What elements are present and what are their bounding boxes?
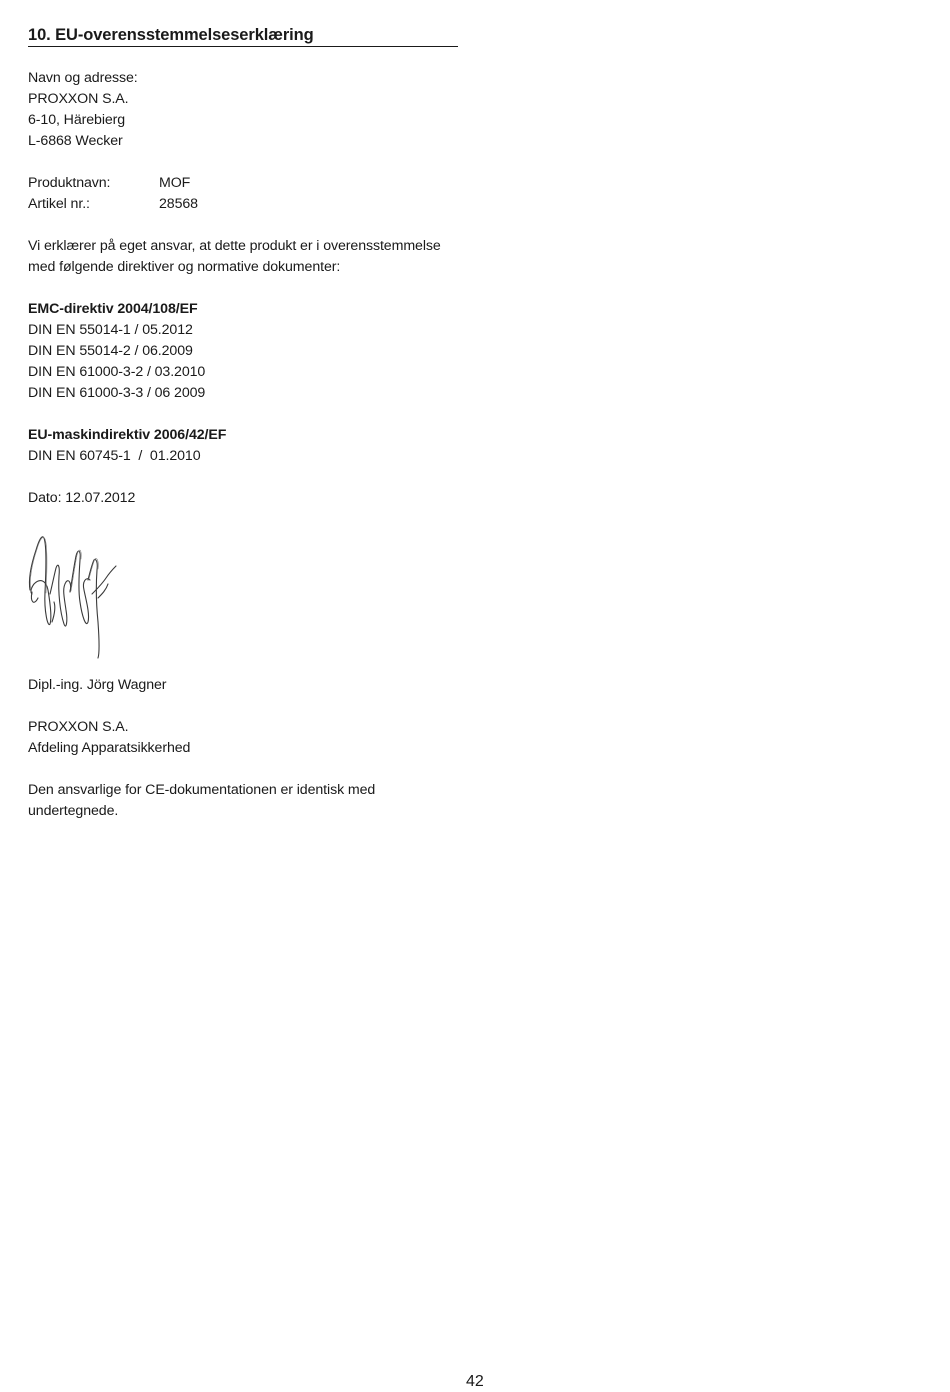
- declaration-line-1: Vi erklærer på eget ansvar, at dette produkt er i overensstemmelse: [28, 238, 441, 254]
- article-number-value: 28568: [159, 196, 198, 212]
- responsible-line-2: undertegnede.: [28, 803, 119, 819]
- section-heading: 10. EU-overensstemmelseserklæring: [28, 24, 458, 47]
- page-number: 42: [466, 1373, 484, 1390]
- signatory-name: Dipl.-ing. Jörg Wagner: [28, 677, 167, 693]
- product-name-label: Produktnavn:: [28, 175, 111, 191]
- department-company: PROXXON S.A.: [28, 719, 129, 735]
- address-city: L-6868 Wecker: [28, 133, 123, 149]
- product-name-value: MOF: [159, 175, 191, 191]
- emc-directive-title: EMC-direktiv 2004/108/EF: [28, 301, 198, 317]
- address-label: Navn og adresse:: [28, 70, 138, 86]
- article-number-label: Artikel nr.:: [28, 196, 90, 212]
- article-number-row: [28, 194, 468, 215]
- signatory-block: [28, 675, 468, 822]
- machinery-directive-title: EU-maskindirektiv 2006/42/EF: [28, 427, 227, 443]
- declaration-date: Dato: 12.07.2012: [28, 490, 136, 506]
- handwritten-signature: [26, 532, 121, 660]
- address-company: PROXXON S.A.: [28, 91, 129, 107]
- emc-standard: DIN EN 55014-2 / 06.2009: [28, 343, 193, 359]
- declaration-line-2: med følgende direktiver og normative dokumenter:: [28, 259, 341, 275]
- emc-standard: DIN EN 61000-3-3 / 06 2009: [28, 385, 206, 401]
- declaration-body: [28, 68, 468, 509]
- machinery-standard: DIN EN 60745-1 / 01.2010: [28, 448, 201, 464]
- responsible-line-1: Den ansvarlige for CE-dokumentationen er identisk med: [28, 782, 376, 798]
- emc-standard: DIN EN 61000-3-2 / 03.2010: [28, 364, 206, 380]
- department-name: Afdeling Apparatsikkerhed: [28, 740, 191, 756]
- emc-standard: DIN EN 55014-1 / 05.2012: [28, 322, 193, 338]
- address-street: 6-10, Härebierg: [28, 112, 126, 128]
- product-name-row: [28, 173, 468, 194]
